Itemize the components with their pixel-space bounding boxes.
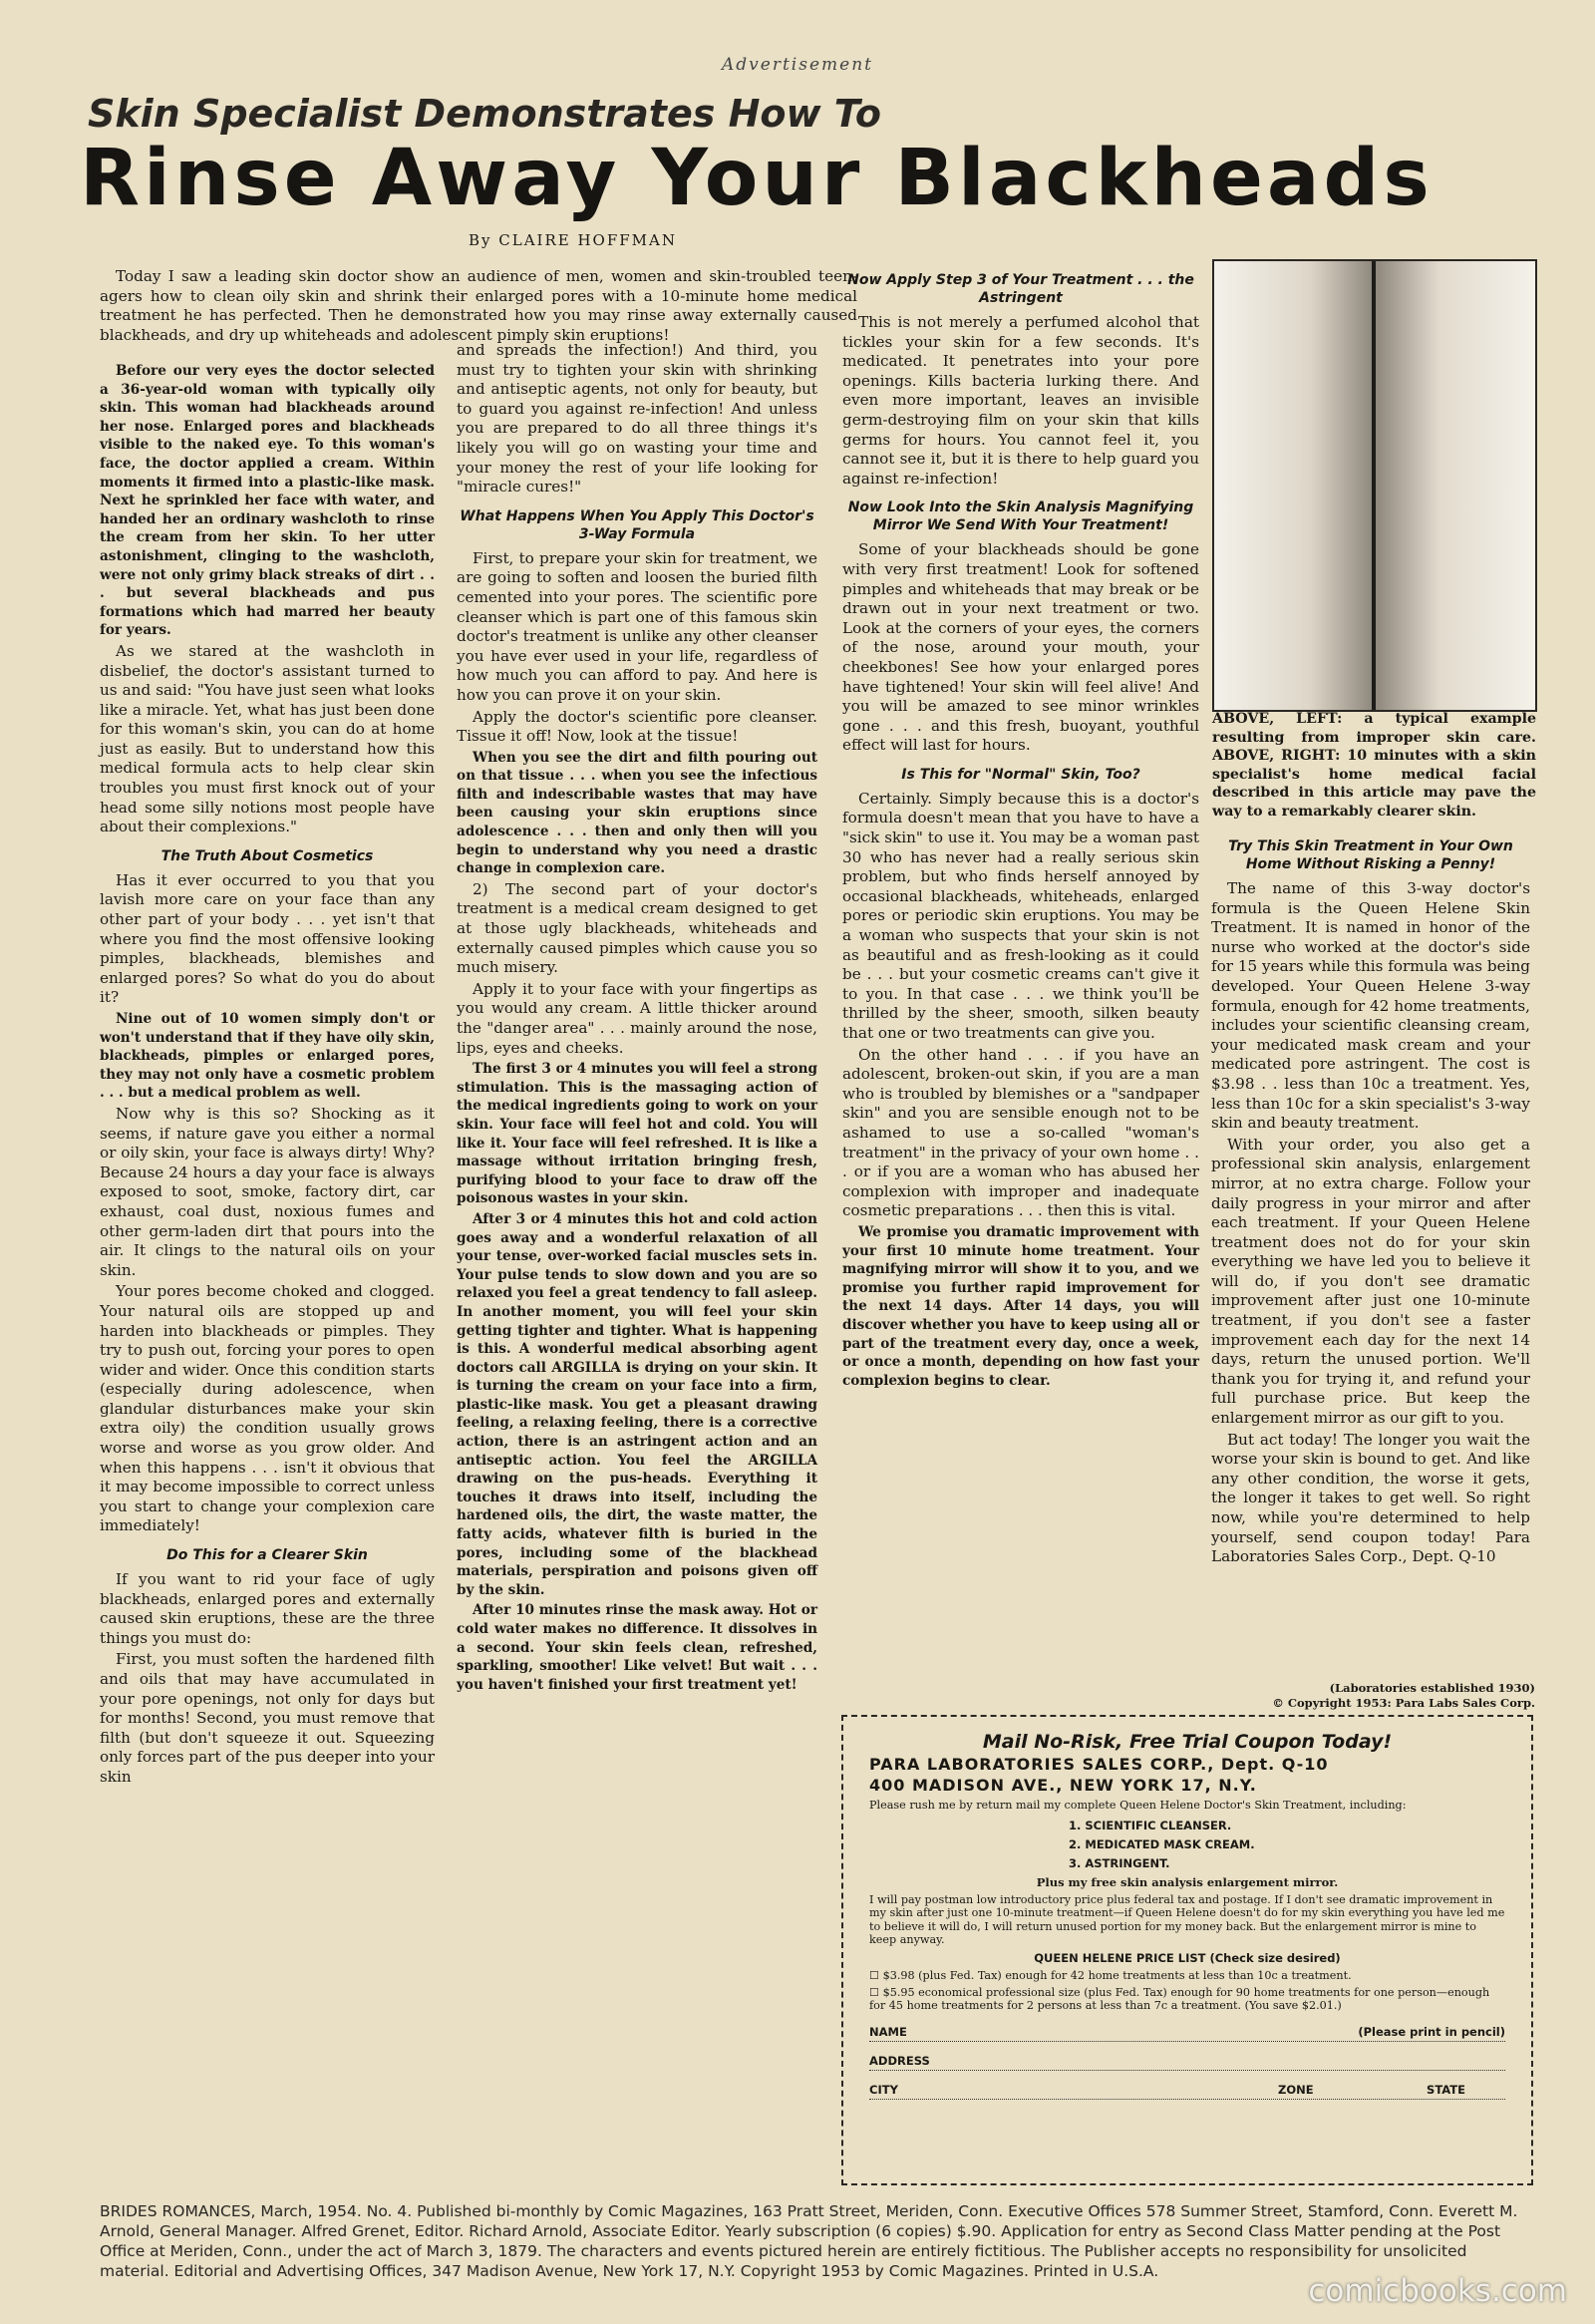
paragraph: But act today! The longer you wait the worse your skin is bound to get. And like any other condition, the worse it gets, the longer it takes to get well. So right now, while you're determined to help yourself, send coupon today! Para Laboratories Sales Corp., Dept. Q-10 xyxy=(1211,1430,1530,1566)
intro-paragraph xyxy=(100,267,857,345)
paragraph: 2) The second part of your doctor's treatment is a medical cream designed to get at those ugly blackheads, whiteheads and externally caused pimples which cause you so much misery. xyxy=(457,879,817,977)
main-headline: Rinse Away Your Blackheads xyxy=(80,134,1434,223)
name-field[interactable] xyxy=(869,2017,1505,2042)
coupon-plus-mirror: Plus my free skin analysis enlargement mirror. xyxy=(1036,1874,1339,1889)
paragraph: Some of your blackheads should be gone with very first treatment! Look for softened pimples and whiteheads that may break or be drawn out in your next treatment or two. Look at the corners of your eyes, the corners of the nose, around your mouth, your cheekbones! See how your enlarged pores have tightened! Your skin will feel alive! And you will be amazed to see minor wrinkles gone . . . and this fresh, buoyant, youthful effect will last for hours. xyxy=(842,540,1199,755)
paragraph: As we stared at the washcloth in disbelief, the doctor's assistant turned to us and said: "You have just seen what looks like a miracle. Yet, what has just been done for this woman's skin, you can do at home just as easily. But to understand how this medical formula acts to help clear skin troubles you must first knock out of your head some silly notions most people have about their complexions." xyxy=(100,641,435,836)
paragraph: This is not merely a perfumed alcohol that tickles your skin for a few seconds. It's medicated. It penetrates into your pore openings. Kills bacteria lurking there. And even more important, leaves an invisible germ-destroying film on your skin that kills germs for hours. You cannot feel it, you cannot see it, but it is there to help guard you against re-infection! xyxy=(842,313,1199,488)
kicker-headline: Skin Specialist Demonstrates How To xyxy=(88,92,881,136)
paragraph: Nine out of 10 women simply don't or won't understand that if they have oily skin, blackheads, pimples or enlarged pores, they may not only have a cosmetic problem . . . but a medical problem as well. xyxy=(100,1011,435,1102)
state-label: STATE xyxy=(1427,2082,1465,2097)
column-3 xyxy=(842,261,1199,1392)
address-label: ADDRESS xyxy=(869,2053,930,2068)
paragraph: Has it ever occurred to you that you lavish more care on your face than any other part of your body . . . yet isn't that where you find the most offensive looking pimples, blackheads, blemishes and enlarged pores? So what do you do about it? xyxy=(100,870,435,1007)
paragraph: Your pores become choked and clogged. Your natural oils are stopped up and harden into blackheads or pimples. They try to push out, forcing your pores to open wider and wider. Once this condition starts (especially during adolescence, when glandular disturbances make your skin extra oily) the condition usually grows worse and worse as you grow older. And when this happens . . . isn't it obvious that it may become impossible to correct unless you start to change your complexion care immediately! xyxy=(100,1282,435,1535)
coupon-address: 400 MADISON AVE., NEW YORK 17, N.Y. xyxy=(869,1776,1257,1795)
paragraph: Apply the doctor's scientific pore cleanser. Tissue it off! Now, look at the tissue! xyxy=(457,707,817,746)
price-list-heading: QUEEN HELENE PRICE LIST (Check size desired) xyxy=(1034,1950,1341,1965)
paragraph: With your order, you also get a professional skin analysis, enlargement mirror, at no extra charge. Follow your daily progress in your mirror and after each treatment. If your Queen Helene treatment does not do for your skin everything we have led you to believe it will do, if you don't see dramatic improvement after just one 10-minute treatment, if you don't see a faster improvement each day for the next 14 days, return the unused portion. We'll thank you for trying it, and refund your full purchase price. But keep the enlargement mirror as our gift to you. xyxy=(1211,1135,1530,1428)
price-option-2[interactable]: ☐ $5.95 economical professional size (plus Fed. Tax) enough for 90 home treatments for one person—enough for 45 home treatments for 2 persons at less than 7c a treatment. (You save $2.01.) xyxy=(869,1985,1490,2013)
paragraph: Apply it to your face with your fingertips as you would any cream. A little thicker around the "danger area" . . . mainly around the nose, lips, eyes and cheeks. xyxy=(457,979,817,1057)
paragraph: After 3 or 4 minutes this hot and cold action goes away and a wonderful relaxation of all your tense, over-worked facial muscles sets in. Your pulse tends to slow down and you are so relaxed you feel a great tendency to fall asleep. In another moment, you will feel your skin getting tighter and tighter. What is happening is this. A wonderful medical absorbing agent doctors call ARGILLA is drying on your skin. It is turning the cream on your face into a firm, plastic-like mask. You get a pleasant drawing feeling, a relaxing feeling, there is a corrective action, there is an astringent action and an antiseptic action. You feel the ARGILLA drawing on the pus-heads. Everything it touches it draws into itself, including the hardened oils, the dirt, the waste matter, the fatty acids, whatever filth is buried in the pores, including some of the blackhead materials, perspiration and poisons given off by the skin. xyxy=(457,1210,817,1598)
paragraph: We promise you dramatic improvement with your first 10 minute home treatment. Your magnifying mirror will show it to you, and we promise you further rapid improvement for the next 14 days. After 14 days, you will discover whether you have to keep using all or part of the treatment every day, once a week, or once a month, depending on how fast your complexion begins to clear. xyxy=(842,1223,1199,1389)
section-heading: Now Look Into the Skin Analysis Magnifying Mirror We Send With Your Treatment! xyxy=(847,499,1194,534)
paragraph: If you want to rid your face of ugly blackheads, enlarged pores and externally caused skin eruptions, these are the three things you must do: xyxy=(100,1570,435,1647)
order-coupon[interactable] xyxy=(841,1715,1533,2185)
paragraph: First, you must soften the hardened filth and oils that may have accumulated in your pore openings, not only for days but for months! Second, you must remove that filth (but don't squeeze it out. Squeezing only forces part of the pus deeper into your skin xyxy=(100,1650,435,1786)
paragraph: Certainly. Simply because this is a doctor's formula doesn't mean that you have to have a "sick skin" to use it. You may be a woman past 30 who has never had a really serious skin problem, but who finds herself annoyed by occasional blackheads, whiteheads, enlarged pores or periodic skin eruptions. You may be a woman who suspects that your skin is not as beautiful and as fresh-looking as it could be . . . but your cosmetic creams can't give it to you. In that case . . . we think you'll be thrilled by the sheer, smooth, silken beauty that one or two treatments can give you. xyxy=(842,789,1199,1042)
zone-label: ZONE xyxy=(1278,2082,1314,2097)
paragraph: The name of this 3-way doctor's formula is the Queen Helene Skin Treatment. It is named in honor of the nurse who worked at the doctor's side for 15 years while this formula was being developed. Your Queen Helene 3-way formula, enough for 42 home treatments, includes your scientific cleansing cream, your medicated mask cream and your medicated pore astringent. The cost is $3.98 . . less than 10c a treatment. Yes, less than 10c for a skin specialist's 3-way skin and beauty treatment. xyxy=(1211,879,1530,1133)
name-hint: (Please print in pencil) xyxy=(1358,2024,1505,2039)
coupon-item: 1. SCIENTIFIC CLEANSER. xyxy=(1069,1818,1232,1832)
paragraph: After 10 minutes rinse the mask away. Hot or cold water makes no difference. It dissolves in a second. Your skin feels clean, refreshed, sparkling, smoother! Like velvet! But wait . . . you haven't finished your first treatment yet! xyxy=(457,1602,817,1693)
before-after-photo xyxy=(1212,259,1537,712)
site-watermark: comicbooks.com xyxy=(1308,2273,1567,2309)
advertisement-tag: Advertisement xyxy=(722,55,873,75)
section-heading: Do This for a Clearer Skin xyxy=(166,1547,368,1564)
face-right-image xyxy=(1376,261,1535,710)
publication-footer: BRIDES ROMANCES, March, 1954. No. 4. Published bi-monthly by Comic Magazines, 163 Pratt Street, Meriden, Conn. Executive Offices 578 Summer Street, Stamford, Conn. Everett M. Arnold, General Manager. Alfred Grenet, Editor. Richard Arnold, Associate Editor. Yearly subscription (6 copies) $.90. Application for entry as Second Class Matter pending at the Post Office at Meriden, Conn., under the act of March 3, 1879. The characters and events pictured herein are entirely fictitious. The Publisher accepts no responsibility for unsolicited material. Editorial and Advertising Offices, 347 Madison Avenue, New York 17, N.Y. Copyright 1953 by Comic Magazines. Printed in U.S.A. xyxy=(100,2202,1518,2280)
section-heading: What Happens When You Apply This Doctor's 3-Way Formula xyxy=(460,507,814,542)
column-4 xyxy=(1211,828,1530,1569)
coupon-item: 2. MEDICATED MASK CREAM. xyxy=(1069,1836,1255,1851)
section-heading: Try This Skin Treatment in Your Own Home Without Risking a Penny! xyxy=(1228,838,1513,872)
paragraph: Now why is this so? Shocking as it seems, if nature gave you either a normal or oily skin, your face is always dirty! Why? Because 24 hours a day your face is always exposed to soot, smoke, factory dirt, car exhaust, coal dust, noxious fumes and other germ-laden dirt that pours into the air. It clings to the natural oils on your skin. xyxy=(100,1104,435,1279)
face-left-image xyxy=(1214,261,1374,710)
coupon-request: Please rush me by return mail my complete Queen Helene Doctor's Skin Treatment, including: xyxy=(869,1799,1407,1812)
paragraph: The first 3 or 4 minutes you will feel a strong stimulation. This is the massaging action of the medical ingredients going to work on your skin. Your face will feel hot and cold. You will like it. Your face will feel refreshed. It is like a massage without irritation bringing fresh, purifying blood to your face to draw off the poisonous wastes in your skin. xyxy=(457,1061,817,1207)
byline: By CLAIRE HOFFMAN xyxy=(469,231,677,249)
name-label: NAME xyxy=(869,2024,907,2039)
established-text: (Laboratories established 1930) xyxy=(1329,1681,1535,1695)
paragraph: Before our very eyes the doctor selected a 36-year-old woman with typically oily skin. This woman had blackheads around her nose. Enlarged pores and blackheads visible to the naked eye. To this woman's face, the doctor applied a cream. Within moments it firmed into a plastic-like mask. Next he sprinkled her face with water, and handed her an ordinary washcloth to rinse the cream from her skin. To her utter astonishment, clinging to the washcloth, were not only grimy black streaks of dirt . . . but several blackheads and pus formations which had marred her beauty for years. xyxy=(100,363,435,639)
column-2 xyxy=(457,341,817,1696)
intro-text: Today I saw a leading skin doctor show an audience of men, women and skin-troubled teen-agers how to clean oily skin and shrink their enlarged pores with a 10-minute home medical treatment he has perfected. Then he demonstrated how you may rinse away externally caused blackheads, and dry up whiteheads and adolescent pimply skin eruptions! xyxy=(100,267,857,344)
price-option-1[interactable]: ☐ $3.98 (plus Fed. Tax) enough for 42 home treatments at less than 10c a treatment. xyxy=(869,1968,1352,1982)
section-heading: Now Apply Step 3 of Your Treatment . . . the Astringent xyxy=(847,272,1194,306)
coupon-company: PARA LABORATORIES SALES CORP., Dept. Q-10 xyxy=(869,1755,1329,1774)
city-field[interactable] xyxy=(869,2075,1505,2100)
paragraph: On the other hand . . . if you have an adolescent, broken-out skin, if you are a man who is troubled by blemishes or a "sandpaper skin" and you are sensible enough not to be ashamed to use a so-called "woman's treatment" in the privacy of your own home . . . or if you are a woman who has abused her complexion with improper and inadequate cosmetic preparations . . . then this is vital. xyxy=(842,1045,1199,1220)
section-heading: Is This for "Normal" Skin, Too? xyxy=(901,766,1140,783)
address-field[interactable] xyxy=(869,2046,1505,2071)
copyright-text: © Copyright 1953: Para Labs Sales Corp. xyxy=(1272,1696,1535,1710)
photo-caption: ABOVE, LEFT: a typical example resulting from improper skin care. ABOVE, RIGHT: 10 minutes with a skin specialist's home medical facial described in this article may pave the way to a remarkably clearer skin. xyxy=(1212,711,1536,820)
coupon-terms: I will pay postman low introductory price plus federal tax and postage. If I don't see dramatic improvement in my skin after just one 10-minute treatment—if Queen Helene doesn't do for my skin everything you have led me to believe it will do, I will return unused portion for my money back. But the enlargement mirror is mine to keep anyway. xyxy=(869,1892,1505,1947)
paragraph: and spreads the infection!) And third, you must try to tighten your skin with shrinking and antiseptic agents, not only for beauty, but to guard you against re-infection! And unless you are prepared to do all three things it's likely you will go on wasting your time and your money the rest of your life looking for "miracle cures!" xyxy=(457,341,817,497)
paragraph: When you see the dirt and filth pouring out on that tissue . . . when you see the infectious filth and indescribable wastes that may have been causing your skin eruptions since adolescence . . . then and only then will you begin to understand why you need a drastic change in complexion care. xyxy=(457,749,817,877)
city-label: CITY xyxy=(869,2082,898,2097)
establishment-note xyxy=(1214,1681,1535,1711)
coupon-title: Mail No-Risk, Free Trial Coupon Today! xyxy=(982,1731,1393,1753)
paragraph: First, to prepare your skin for treatment, we are going to soften and loosen the buried filth cemented into your pores. The scientific pore cleanser which is part one of this famous skin doctor's treatment is unlike any other cleanser you have ever used in your life, regardless of how much you can afford to pay. And here is how you can prove it on your skin. xyxy=(457,548,817,704)
column-1 xyxy=(100,362,435,1790)
coupon-item: 3. ASTRINGENT. xyxy=(1069,1855,1170,1870)
section-heading: The Truth About Cosmetics xyxy=(160,847,374,864)
